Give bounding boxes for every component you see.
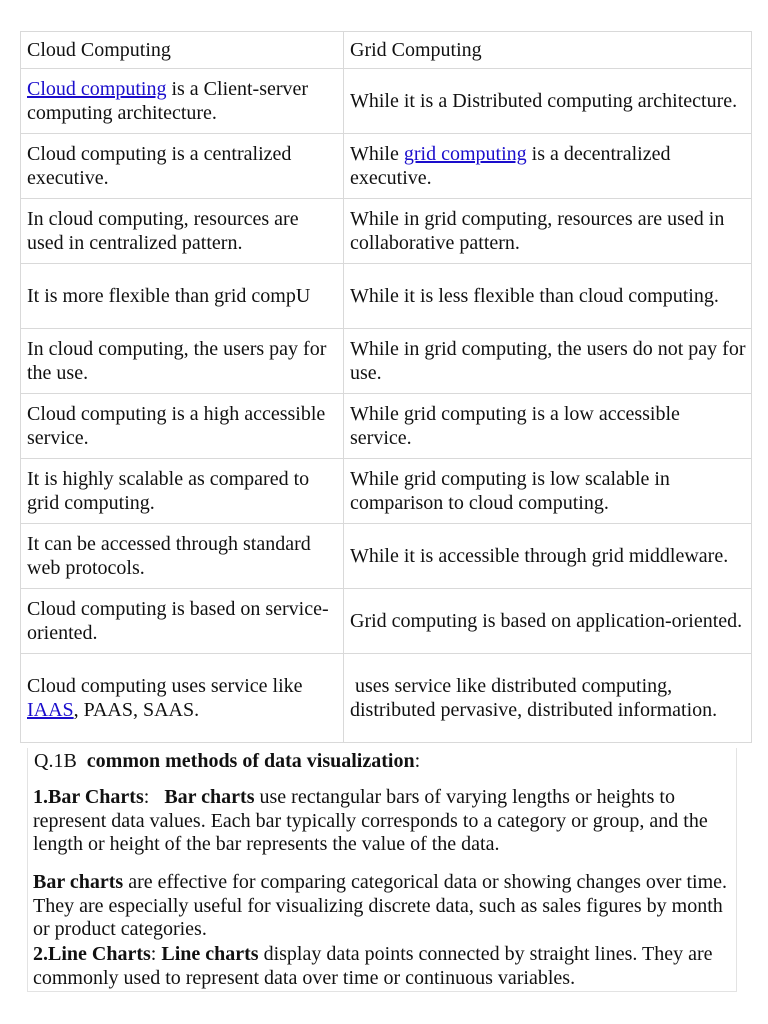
bar-charts-usage-paragraph bbox=[33, 871, 733, 942]
question-number: Q.1B bbox=[34, 750, 87, 772]
line-charts-heading: 2.Line Charts bbox=[33, 943, 151, 965]
bar-charts-term: Bar charts bbox=[164, 786, 255, 808]
table-cell bbox=[344, 134, 752, 199]
cell-text: While bbox=[350, 143, 404, 165]
bar-charts-heading: 1.Bar Charts bbox=[33, 786, 144, 808]
table-cell: In cloud computing, resources are used in centralized pattern. bbox=[21, 199, 344, 264]
grid-computing-link[interactable]: grid computing bbox=[403, 143, 527, 165]
cell-text: , PAAS, SAAS. bbox=[73, 699, 200, 721]
paragraph-text: are effective for comparing categorical data or showing changes over time. They are especially useful for visualizing discrete data, such as sales figures by month or product categories. bbox=[33, 871, 727, 940]
table-row bbox=[21, 459, 752, 524]
table-row bbox=[21, 134, 752, 199]
table-header-row bbox=[21, 32, 752, 69]
cell-text: is a Client-server computing architecture. bbox=[27, 78, 309, 124]
table-row bbox=[21, 264, 752, 329]
table-row bbox=[21, 524, 752, 589]
table-cell: Grid computing is based on application-oriented. bbox=[344, 589, 752, 654]
table-cell: It is more flexible than grid compU bbox=[21, 264, 344, 329]
table-cell: While in grid computing, resources are used in collaborative pattern. bbox=[344, 199, 752, 264]
paragraph-text: use rectangular bars of varying lengths or heights to represent data values. Each bar typically corresponds to a category or group, and the length or height of the bar represents the value of the data. bbox=[33, 786, 708, 855]
table-cell bbox=[21, 654, 344, 743]
question-colon: : bbox=[414, 750, 421, 772]
paragraph-text: : bbox=[143, 786, 165, 808]
table-cell: Cloud computing is a high accessible service. bbox=[21, 394, 344, 459]
table-cell bbox=[21, 69, 344, 134]
question-heading bbox=[34, 749, 420, 773]
table-cell: While it is accessible through grid middleware. bbox=[344, 524, 752, 589]
line-charts-paragraph bbox=[33, 943, 733, 990]
table-row bbox=[21, 589, 752, 654]
table-cell: uses service like distributed computing, distributed pervasive, distributed information. bbox=[344, 654, 752, 743]
table-cell: It is highly scalable as compared to grid computing. bbox=[21, 459, 344, 524]
table-cell: While it is a Distributed computing architecture. bbox=[344, 69, 752, 134]
line-charts-term: Line charts bbox=[161, 943, 259, 965]
comparison-table bbox=[20, 31, 752, 743]
table-row bbox=[21, 199, 752, 264]
cloud-computing-link[interactable]: Cloud computing bbox=[27, 78, 167, 100]
table-cell: It can be accessed through standard web protocols. bbox=[21, 524, 344, 589]
cell-text: Cloud computing uses service like bbox=[27, 675, 303, 697]
table-row bbox=[21, 69, 752, 134]
question-title: common methods of data visualization bbox=[86, 750, 415, 772]
paragraph-text: display data points connected by straight lines. They are commonly used to represent data over time or continuous variables. bbox=[33, 943, 713, 989]
table-row bbox=[21, 654, 752, 743]
table-row bbox=[21, 329, 752, 394]
bar-charts-term: Bar charts bbox=[33, 871, 124, 893]
cell-text: is a decentralized executive. bbox=[350, 143, 671, 189]
paragraph-text: : bbox=[150, 943, 162, 965]
iaas-link[interactable]: IAAS bbox=[27, 699, 74, 721]
header-grid-computing: Grid Computing bbox=[344, 32, 752, 69]
table-cell: Cloud computing is a centralized executive. bbox=[21, 134, 344, 199]
bar-charts-paragraph bbox=[33, 786, 733, 857]
header-cloud-computing: Cloud Computing bbox=[21, 32, 344, 69]
table-cell: In cloud computing, the users pay for the use. bbox=[21, 329, 344, 394]
table-row bbox=[21, 394, 752, 459]
table-cell: Cloud computing is based on service-oriented. bbox=[21, 589, 344, 654]
table-cell: While in grid computing, the users do not pay for use. bbox=[344, 329, 752, 394]
table-cell: While grid computing is a low accessible service. bbox=[344, 394, 752, 459]
table-cell: While grid computing is low scalable in comparison to cloud computing. bbox=[344, 459, 752, 524]
table-cell: While it is less flexible than cloud computing. bbox=[344, 264, 752, 329]
